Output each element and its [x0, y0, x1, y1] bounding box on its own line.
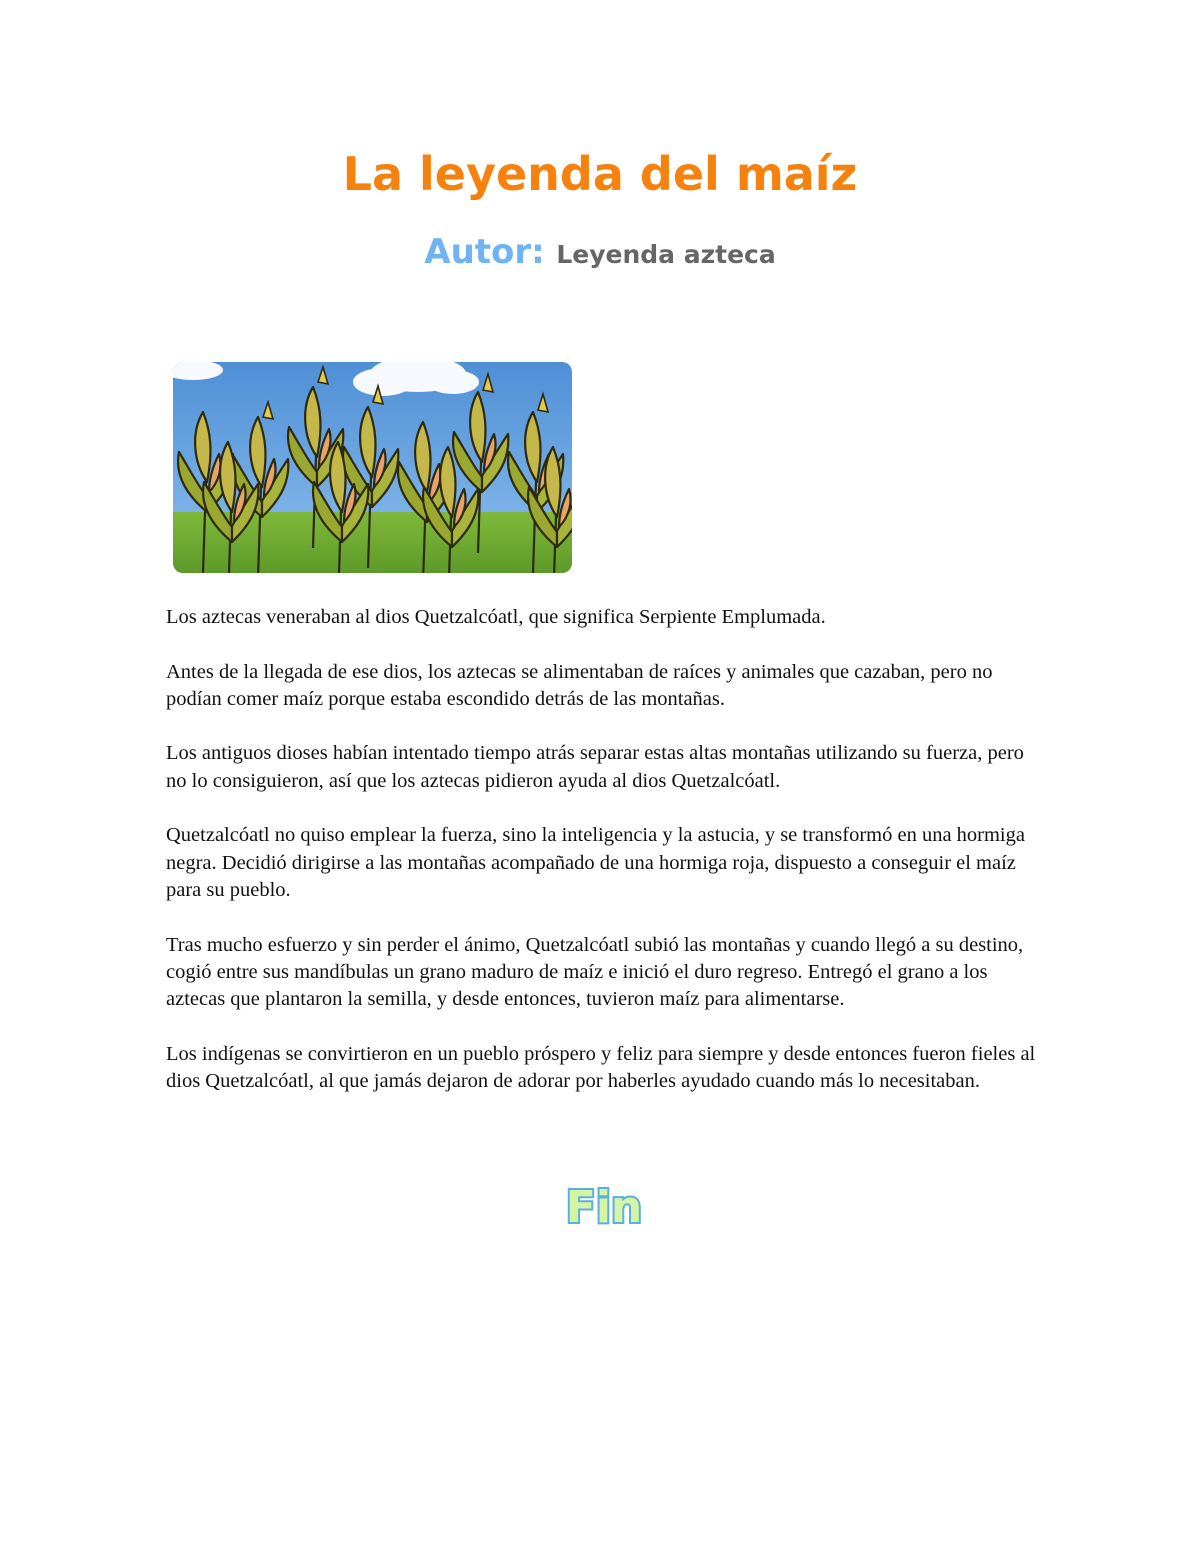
story-paragraph: Los antiguos dioses habían intentado tiempo atrás separar estas altas montañas utilizando su fuerza, pero no lo consiguieron, así que los aztecas pidieron ayuda al dios Quetzalcóatl.: [166, 742, 1024, 792]
fin-end-mark: [552, 1178, 656, 1234]
author-name: Leyenda azteca: [556, 240, 776, 269]
author-line: [0, 228, 1200, 282]
cornfield-image: [173, 362, 572, 573]
fin-text: Fin: [565, 1182, 643, 1233]
story-paragraph: Los aztecas veneraban al dios Quetzalcóatl, que significa Serpiente Emplumada.: [166, 606, 826, 628]
story-paragraph: Tras mucho esfuerzo y sin perder el ánimo, Quetzalcóatl subió las montañas y cuando llegó a su destino, cogió entre sus mandíbulas un grano maduro de maíz e inició el duro regreso. Entregó el grano a los aztecas que plantaron la semilla, y desde entonces, tuvieron maíz para alimentarse.: [166, 933, 1024, 1011]
story-body: [166, 604, 1046, 1123]
fin-logo: [552, 1178, 656, 1234]
story-title: La leyenda del maíz: [342, 147, 858, 201]
cornfield-illustration: [173, 362, 572, 573]
story-paragraph: Los indígenas se convirtieron en un pueblo próspero y feliz para siempre y desde entonces fueron fieles al dios Quetzalcóatl, al que jamás dejaron de adorar por haberles ayudado cuando más lo necesitaban.: [166, 1042, 1036, 1093]
story-paragraph: Antes de la llegada de ese dios, los aztecas se alimentaban de raíces y animales que cazaban, pero no podían comer maíz porque estaba escondido detrás de las montañas.: [166, 660, 993, 710]
author-label: Autor:: [424, 232, 545, 272]
story-paragraph: Quetzalcóatl no quiso emplear la fuerza, sino la inteligencia y la astucia, y se transformó en una hormiga negra. Decidió dirigirse a las montañas acompañado de una hormiga roja, dispuesto a conseguir el maíz para su pueblo.: [166, 824, 1025, 901]
